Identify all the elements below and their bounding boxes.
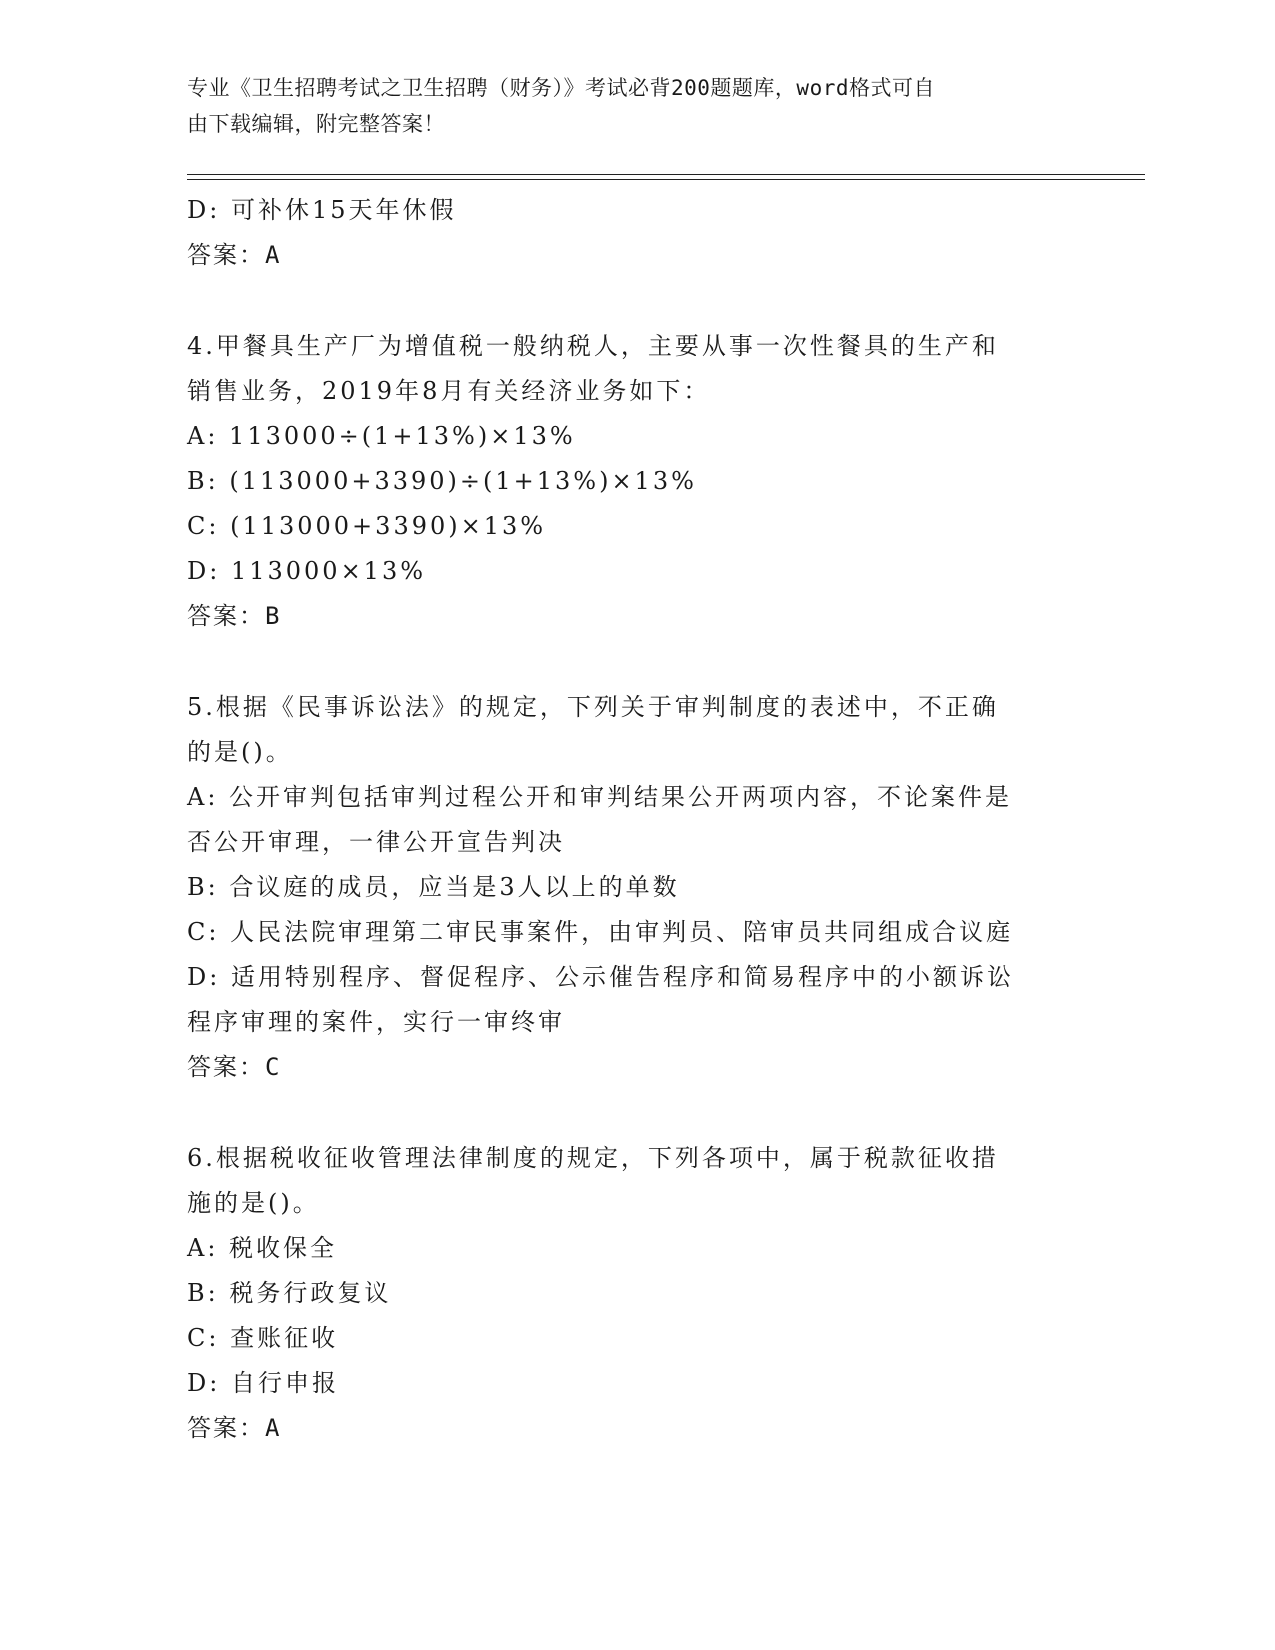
option-a: A: 公开审判包括审判过程公开和审判结果公开两项内容，不论案件是 xyxy=(187,783,1013,811)
option-b: B: 税务行政复议 xyxy=(187,1279,392,1307)
option-c: C: (113000+3390)×13% xyxy=(187,512,547,540)
question-4 xyxy=(187,324,1147,639)
question-6 xyxy=(187,1136,1147,1451)
question-content xyxy=(187,188,1147,1451)
option-d: D: 113000×13% xyxy=(187,557,427,585)
option-a: A: 113000÷(1+13%)×13% xyxy=(187,422,576,450)
option-d-continued: 程序审理的案件，实行一审终审 xyxy=(187,1008,565,1036)
answer-line: 答案：A xyxy=(187,1414,282,1442)
question-stem-line: 的是()。 xyxy=(187,738,293,766)
option-a-continued: 否公开审理，一律公开宣告判决 xyxy=(187,828,565,856)
option-d: D: 自行申报 xyxy=(187,1369,339,1397)
option-c: C: 查账征收 xyxy=(187,1324,339,1352)
answer-line: 答案：C xyxy=(187,1053,282,1081)
option-a: A: 税收保全 xyxy=(187,1234,338,1262)
question-stem-line: 5.根据《民事诉讼法》的规定，下列关于审判制度的表述中，不正确 xyxy=(187,693,999,721)
answer-line: 答案：A xyxy=(187,241,282,269)
question-stem-line: 6.根据税收征收管理法律制度的规定，下列各项中，属于税款征收措 xyxy=(187,1144,999,1172)
option-d: D: 适用特别程序、督促程序、公示催告程序和简易程序中的小额诉讼 xyxy=(187,963,1014,991)
option-b: B: 合议庭的成员，应当是3人以上的单数 xyxy=(187,873,680,901)
question-stem-line: 施的是()。 xyxy=(187,1189,320,1217)
question-stem-line: 销售业务，2019年8月有关经济业务如下： xyxy=(187,377,711,405)
question-stem-line: 4.甲餐具生产厂为增值税一般纳税人，主要从事一次性餐具的生产和 xyxy=(187,332,999,360)
question-5 xyxy=(187,685,1147,1090)
option-c: C: 人民法院审理第二审民事案件，由审判员、陪审员共同组成合议庭 xyxy=(187,918,1014,946)
previous-question-tail xyxy=(187,188,1147,278)
answer-line: 答案：B xyxy=(187,602,282,630)
header-line-1: 专业《卫生招聘考试之卫生招聘（财务）》考试必背200题题库，word格式可自 xyxy=(187,76,935,100)
option-d: D: 可补休15天年休假 xyxy=(187,196,457,224)
document-header xyxy=(187,70,1067,142)
document-page xyxy=(187,70,1147,1451)
option-b: B: (113000+3390)÷(1+13%)×13% xyxy=(187,467,697,495)
header-line-2: 由下载编辑，附完整答案！ xyxy=(187,112,445,136)
header-double-rule xyxy=(187,174,1145,180)
